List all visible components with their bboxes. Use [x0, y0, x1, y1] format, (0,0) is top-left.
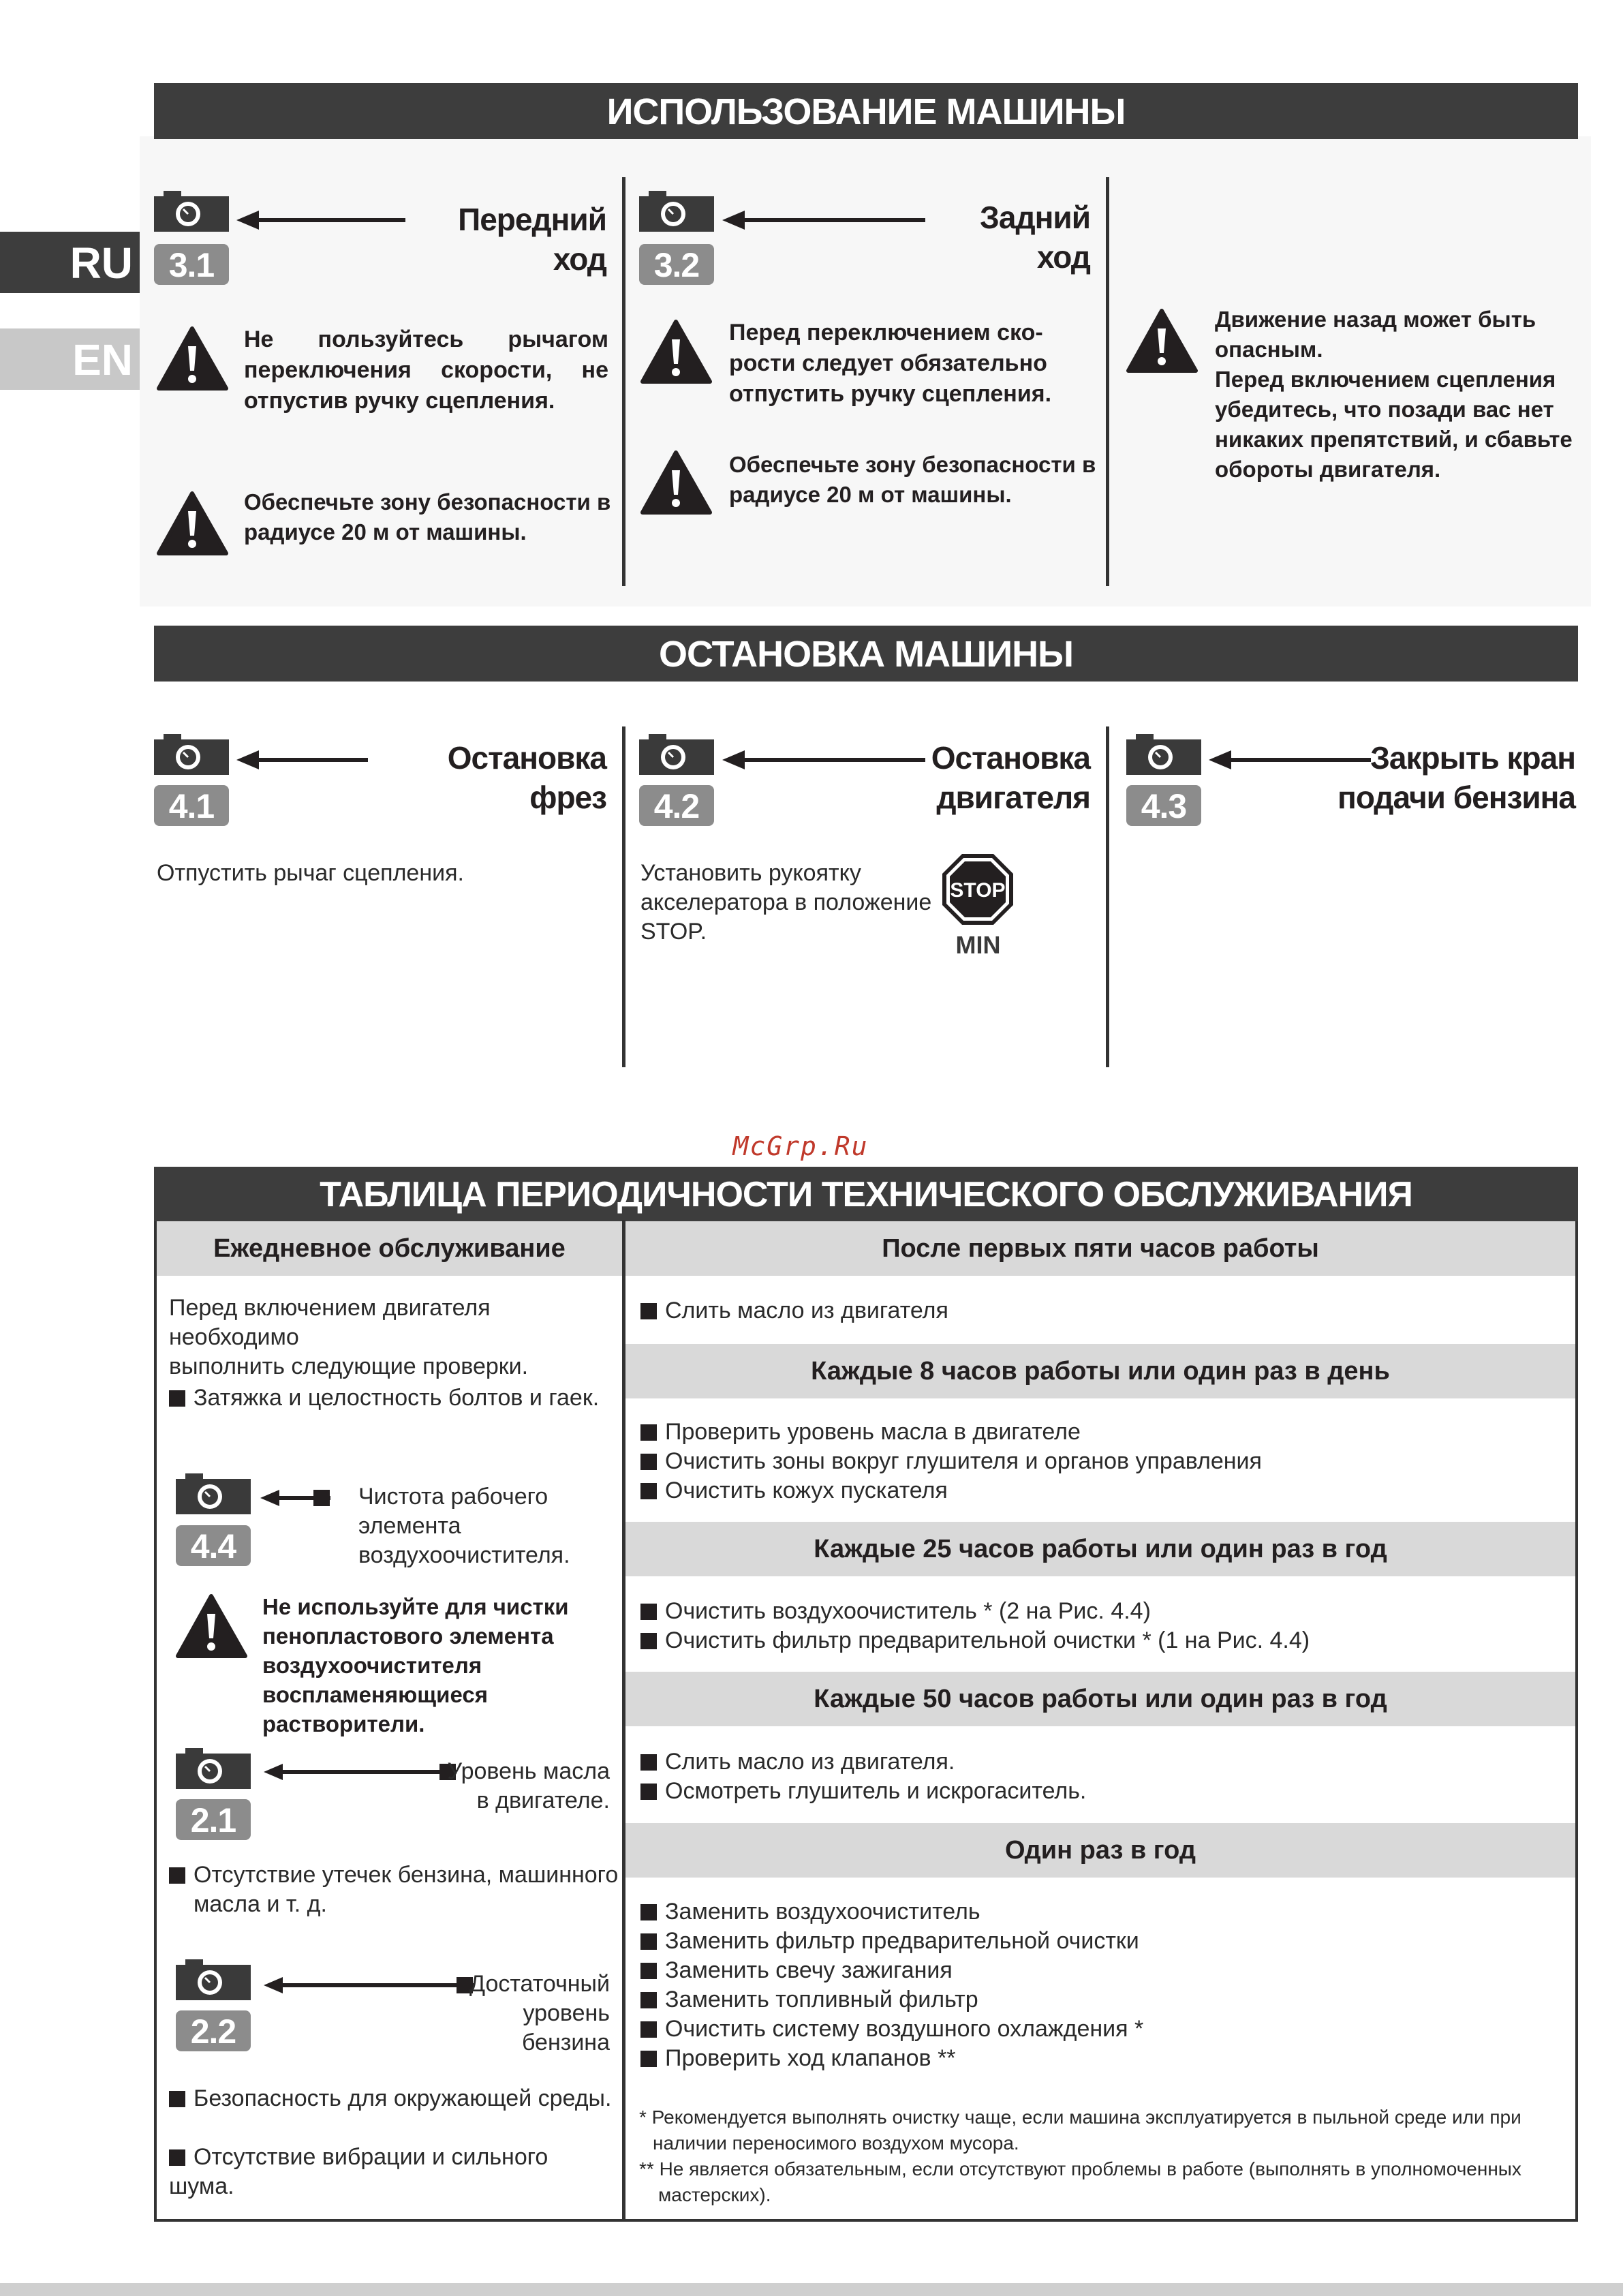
forward-heading: Передний ход: [458, 202, 606, 277]
camera-icon: [639, 191, 714, 232]
warning-icon: [1126, 308, 1198, 373]
warning-icon: [640, 319, 712, 384]
every-25-hours-header: Каждые 25 часов работы или один раз в год: [625, 1522, 1575, 1576]
figure-badge: 4.3: [1126, 785, 1201, 826]
camera-icon: [154, 191, 229, 232]
safety-zone-text: Обеспечьте зону безопасности в радиусе 20 м от машины.: [729, 452, 1096, 507]
stop-engine-heading: Остановка двигателя: [931, 740, 1090, 815]
arrow-left-icon: [721, 206, 925, 234]
bullet-square-icon: [169, 1867, 185, 1884]
figure-badge: 2.1: [176, 1799, 251, 1840]
arrow-left-icon: [259, 1484, 330, 1512]
bullet-square-icon: [640, 2021, 657, 2038]
bullet-square-icon: [640, 1303, 657, 1319]
every-50-hours-header: Каждые 50 часов работы или один раз в год: [625, 1672, 1575, 1726]
lang-tab-ru[interactable]: RU: [0, 232, 140, 293]
figure-badge: 2.2: [176, 2010, 251, 2051]
min-label: MIN: [955, 931, 1001, 959]
arrow-left-icon: [262, 1758, 457, 1786]
daily-maintenance-header: Ежедневное обслуживание: [157, 1221, 622, 1276]
figure-badge: 4.2: [639, 785, 714, 826]
arrow-left-icon: [235, 206, 405, 234]
first-5-hours-header: После первых пяти часов работы: [625, 1221, 1575, 1276]
every-8-hours-items: Проверить уровень масла в двигателе Очистить зоны вокруг глушителя и органов управления Очистить кожух пускателя: [640, 1418, 1567, 1505]
warning-icon: [176, 1593, 247, 1658]
bullet-square-icon: [640, 1963, 657, 1979]
page-bottom-strip: [0, 2283, 1623, 2296]
figure-badge: 4.1: [154, 785, 229, 826]
fig21-text: Уровень масла в двигателе.: [447, 1758, 610, 1813]
footnotes: * Рекомендуется выполнять очистку чаще, если машина эксплуатируется в пыльной среде или при наличии переносимого воздухом мусора. ** Не является обязательным, если отсутствуют проблемы в работе (выполнять в уполномоченных мастерских).: [639, 2107, 1521, 2205]
fig44-text: Чистота рабочего элемента воздухоочистителя.: [358, 1484, 570, 1568]
first-5-hours-item: Слить масло из двигателя: [640, 1296, 1567, 1326]
stop-tines-heading: Остановка фрез: [447, 740, 606, 815]
warning-icon: [640, 450, 712, 515]
warning-icon: [157, 491, 228, 555]
bullet-square-icon: [640, 1784, 657, 1800]
every-50-hours-items: Слить масло из двигателя. Осмотреть глушитель и искрогаситель.: [640, 1747, 1567, 1806]
bullet-square-icon: [640, 1633, 657, 1649]
camera-icon: [176, 1959, 251, 2000]
bullet-square-icon: [640, 1754, 657, 1771]
column-divider: [622, 177, 625, 586]
figure-badge: 4.4: [176, 1525, 251, 1566]
daily-item-vibration: Отсутствие вибрации и сильного шума.: [169, 2144, 548, 2199]
stop-sign-label: STOP: [950, 879, 1006, 902]
yearly-items: Заменить воздухоочиститель Заменить фильтр предварительной очистки Заменить свечу зажигания Заменить топливный фильтр Очистить систему воздушного охлаждения * Проверить ход клапанов **: [640, 1897, 1567, 2073]
warning-icon: [157, 326, 228, 391]
figure-badge: 3.1: [154, 244, 229, 285]
bullet-square-icon: [640, 1483, 657, 1499]
camera-icon: [154, 734, 229, 775]
bullet-square-icon: [640, 1424, 657, 1441]
column-divider: [1106, 177, 1109, 586]
stop-engine-text: Установить рукоятку акселератора в положение STOP.: [640, 860, 932, 945]
bullet-square-icon: [169, 2149, 185, 2166]
camera-icon: [639, 734, 714, 775]
safety-zone-text: Обеспечьте зону безопасности в радиусе 20 м от машины.: [244, 489, 611, 545]
stop-section-title: ОСТАНОВКА МАШИНЫ: [154, 626, 1578, 682]
daily-item-leaks: Отсутствие утечек бензина, машинного масла и т. д.: [169, 1861, 619, 1919]
bullet-square-icon: [169, 2091, 185, 2107]
figure-badge: 3.2: [639, 244, 714, 285]
stop-sign-icon: [940, 852, 1015, 927]
bullet-square-icon: [640, 1454, 657, 1470]
daily-intro-text: Перед включением двигателя необходимо выполнить следующие проверки.: [169, 1295, 529, 1379]
every-8-hours-header: Каждые 8 часов работы или один раз в день: [625, 1344, 1575, 1398]
reverse-heading: Задний ход: [980, 200, 1090, 275]
column-divider: [1106, 726, 1109, 1067]
arrow-left-icon: [235, 746, 368, 774]
daily-item-bolts: Затяжка и целостность болтов и гаек.: [169, 1383, 612, 1413]
reverse-warning-text: Перед переключением ско- рости следует обязательно отпустить ручку сцепления.: [729, 320, 1052, 407]
bullet-square-icon: [640, 2051, 657, 2067]
stop-tines-text: Отпустить рычаг сцепления.: [157, 860, 464, 886]
reverse-danger-text: Движение назад может быть опасным. Перед включением сцепления убедитесь, что позади вас нет никаких препятствий, и сбавьте обороты двигателя.: [1215, 307, 1573, 482]
daily-item-env: Безопасность для окружающей среды.: [169, 2084, 619, 2113]
forward-warning-text: Не пользуйтесь рычагом переключения скорости, не отпустив ручку сцепления.: [244, 326, 608, 414]
camera-icon: [176, 1748, 251, 1789]
yearly-header: Один раз в год: [625, 1823, 1575, 1878]
close-fuel-heading: Закрыть кран подачи бензина: [1338, 740, 1575, 815]
watermark: McGrp.Ru: [732, 1131, 869, 1161]
arrow-left-icon: [721, 746, 925, 774]
column-divider: [622, 726, 625, 1067]
bullet-square-icon: [640, 1933, 657, 1950]
bullet-square-icon: [640, 1904, 657, 1920]
camera-icon: [1126, 734, 1201, 775]
bullet-square-icon: [640, 1604, 657, 1620]
lang-tab-en[interactable]: EN: [0, 328, 140, 390]
bullet-square-icon: [169, 1390, 185, 1407]
every-25-hours-items: Очистить воздухоочиститель * (2 на Рис. 4.4) Очистить фильтр предварительной очистки * (1 на Рис. 4.4): [640, 1597, 1567, 1655]
table-title: ТАБЛИЦА ПЕРИОДИЧНОСТИ ТЕХНИЧЕСКОГО ОБСЛУЖИВАНИЯ: [154, 1167, 1578, 1221]
camera-icon: [176, 1473, 251, 1514]
fig22-text: Достаточный уровень бензина: [469, 1971, 610, 2055]
use-section-title: ИСПОЛЬЗОВАНИЕ МАШИНЫ: [154, 83, 1578, 139]
daily-warning-text: Не используйте для чистки пенопластового элемента воздухоочистителя воспламеняющиеся растворители.: [262, 1594, 569, 1736]
bullet-square-icon: [640, 1992, 657, 2008]
